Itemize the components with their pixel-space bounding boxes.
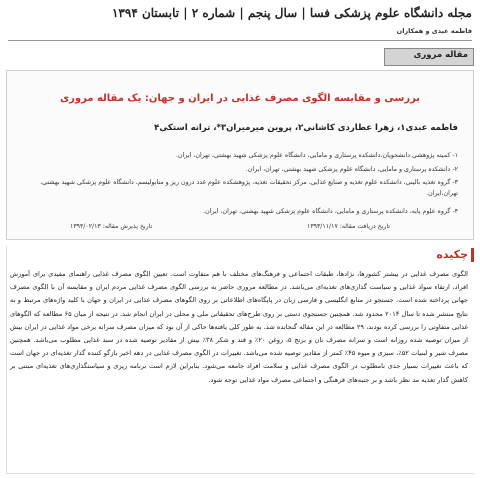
- date-accepted: تاریخ پذیرش مقاله: ۱۳۹۴/۰۲/۱۳: [70, 223, 153, 230]
- affiliation-3: ۳- گروه تغذیه بالینی، دانشکده علوم تغذیه و صنایع غذایی، مرکز تحقیقات تغذیه، پژوهشکده علوم غدد درون ریز و متابولیسم، دانشگاه علوم پزشکی شهید بهشتی، تهران،ایران.: [40, 179, 458, 197]
- abstract-body: الگوی مصرف غذایی در بیشتر کشورها، نژادها، طبقات اجتماعی و فرهنگ‌های مختلف با هم متفاوت است. تعیین الگوی مصرف غذایی راهنمای مفیدی برای آموزش افراد، ارتقاء سواد غذایی و سیاست گذاری‌های تغذیه‌ای می‌باشد. در مطالعه مروری حاضر به بررسی الگوی مصرف غذایی مردم ایران و مقایسه آن با الگوی مصرف جهانی پرداخته شده است. جستجو در منابع انگلیسی و فارسی زبان در پایگاه‌های اطلاعاتی بر روی الگوهای مصرف غذایی در ایران و جهان با کلید واژه‌های مرتبط و به نتایج منتشر شده تا سال ۲۰۱۴ محدود شد. همچنین جستجوی دستی بر روی طرح‌های تحقیقاتی ملی و محلی در ایران انجام شد. در نتیجه از میان ۶۵ مطالعه که الگوهای غذایی متفاوتی را بررسی کرده بودند، ۲۹ مطالعه در این مقاله گنجانده شد. به طور کلی یافته‌ها حاکی از آن بود که میزان مصرف سرانه برخی مواد غذایی در ایران بیش از میزان توصیه شده روزانه است و سرانه مصرف نان و برنج ۵، روغن ۲۰٪ و قند و شکر ۳۸٪ بیش از مقادیر توصیه شده در سبد غذایی مطلوب می‌باشد. همچنین مصرف شیر و لبنیات ۵۲٪، سبزی و میوه ۴۵٪ کمتر از مقادیر توصیه شده می‌باشد. تغییرات در الگوی مصرف غذایی در دهه اخیر بازگو کننده گذار تغذیه‌ای در جهان است که باعث تغییرات بسیار جدی نامطلوب در الگوی مصرف غذایی و سلامت افراد جامعه می‌شود. بنابراین لازم است برنامه ریزی و سیاستگذاری‌های تغذیه‌ای مبتنی بر کاهش گذار تغذیه مد نظر باشد و بر جنبه‌های فرهنگی و اجتماعی مصرف مواد غذایی توجه شود.: [10, 270, 469, 384]
- authors: فاطمه عبدی۱، زهرا عطاردی کاشانی۲، پروین میرمیران۳*، ترانه استکی۴: [154, 123, 458, 133]
- affiliation-4: ۴- گروه علوم پایه، دانشکده پرستاری و مامایی، دانشگاه علوم پزشکی شهید بهشتی، تهران، ایران.: [203, 208, 458, 215]
- header-rule: [8, 40, 472, 41]
- affiliation-1: ۱- کمیته پژوهشی دانشجویان،دانشکده پرستاری و مامایی، دانشگاه علوم پزشکی شهید بهشتی، تهران، ایران.: [175, 152, 458, 159]
- abstract-accent-bar: [471, 248, 474, 262]
- abstract-heading: چکیده: [436, 248, 468, 261]
- journal-header: مجله دانشگاه علوم پزشکی فسا | سال پنجم | شماره ۲ | تابستان ۱۳۹۴: [111, 6, 472, 20]
- running-author: فاطمه عبدی و همکاران: [396, 27, 472, 35]
- affiliation-2: ۲- دانشکده پرستاری و مامایی، دانشگاه علوم پزشکی شهید بهشتی، تهران، ایران.: [245, 166, 458, 173]
- section-label: مقاله مروری: [413, 50, 468, 60]
- date-received: تاریخ دریافت مقاله: ۱۳۹۳/۱۱/۱۷: [307, 223, 390, 230]
- article-title: بررسی و مقایسه الگوی مصرف غذایی در ایران و جهان: یک مقاله مروری: [59, 93, 421, 104]
